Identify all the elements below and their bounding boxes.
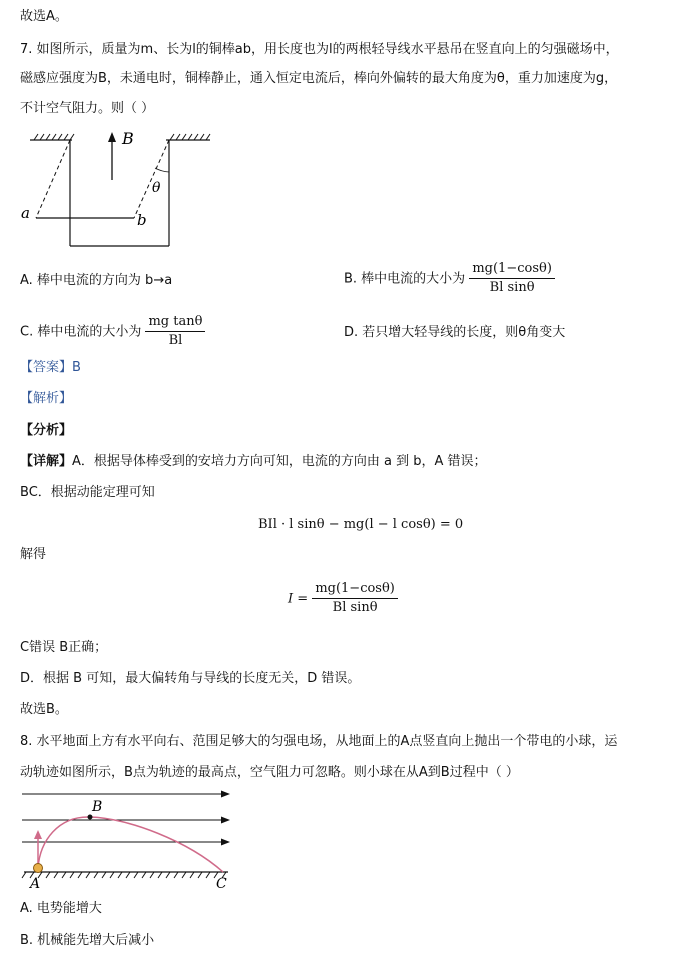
field-arrow-1	[221, 791, 230, 798]
q7-figure	[20, 128, 220, 250]
label-B: B	[92, 799, 103, 815]
label-b: b	[137, 211, 147, 229]
wire-left-deflected	[36, 140, 70, 218]
q7-option-c-fraction	[145, 315, 205, 349]
wire-right-deflected	[134, 140, 169, 218]
velocity-arrow-head	[34, 830, 42, 839]
ball	[34, 864, 43, 873]
field-arrow-3	[221, 839, 230, 846]
q7-conclusion: 故选B。	[20, 702, 68, 717]
fenxi-label: 【分析】	[20, 423, 73, 438]
analysis-label: 【解析】	[20, 391, 73, 406]
label-theta: θ	[152, 180, 161, 196]
d-text-line: D．根据 B 可知，最大偏转角与导线的长度无关，D 错误。	[20, 671, 361, 686]
q7-option-b	[344, 262, 555, 296]
q8-option-b: B. 机械能先增大后减小	[20, 933, 155, 948]
c-wrong-line: C错误 B正确；	[20, 640, 108, 655]
equation-2-lhs: I =	[288, 591, 309, 607]
detail-line	[20, 455, 487, 468]
q7-option-b-den: Bl sinθ	[489, 280, 535, 296]
q8-option-a: A. 电势能增大	[20, 901, 102, 916]
q7-stem-line2: 磁感应强度为B，未通电时，铜棒静止，通入恒定电流后，棒向外偏转的最大角度为θ，重力加速度为g，	[20, 71, 618, 86]
field-arrow-head	[108, 132, 116, 142]
q8-stem-line2: 动轨迹如图所示，B点为轨迹的最高点，空气阻力可忽略。则小球在从A到B过程中（ ）	[20, 765, 519, 780]
point-B	[88, 815, 93, 820]
detail-text: A．根据导体棒受到的安培力方向可知，电流的方向由 a 到 b，A 错误；	[72, 454, 487, 469]
q7-stem-line1: 7. 如图所示，质量为m、长为l的铜棒ab，用长度也为l的两根轻导线水平悬吊在竖直向上的匀强磁场中，	[20, 42, 619, 57]
fraction-bar	[312, 598, 398, 599]
fraction-bar	[145, 331, 205, 332]
label-B: B	[122, 129, 134, 148]
field-lines	[22, 794, 226, 842]
ceiling-right-hatch	[170, 134, 210, 140]
q7-option-b-fraction	[469, 262, 555, 296]
prev-conclusion: 故选A。	[20, 9, 68, 24]
q7-option-c	[20, 315, 205, 349]
theta-arc	[155, 168, 169, 172]
jiede-label: 解得	[20, 547, 47, 562]
q7-option-a: A. 棒中电流的方向为 b→a	[20, 273, 173, 288]
trajectory	[38, 817, 223, 872]
q7-option-c-den: Bl	[168, 333, 183, 349]
equation-2-fraction	[312, 582, 398, 616]
ceiling-left-hatch	[34, 134, 74, 140]
q7-stem-line3: 不计空气阻力。则（ ）	[20, 101, 155, 116]
label-a: a	[21, 204, 30, 222]
label-C: C	[216, 876, 227, 892]
label-A: A	[30, 876, 41, 892]
q7-option-d: D. 若只增大轻导线的长度，则θ角变大	[344, 325, 566, 340]
q7-option-c-prefix: C. 棒中电流的大小为	[20, 324, 142, 340]
fraction-bar	[469, 278, 555, 279]
equation-2-num: mg(1−cosθ)	[315, 581, 395, 596]
bc-text: BC．根据动能定理可知	[20, 485, 155, 500]
q7-option-b-num: mg(1−cosθ)	[472, 261, 552, 276]
detail-label: 【详解】	[20, 454, 73, 469]
equation-1: BIl · l sinθ − mg(l − l cosθ) = 0	[258, 517, 464, 532]
q8-stem-line1: 8. 水平地面上方有水平向右、范围足够大的匀强电场，从地面上的A点竖直向上抛出一个带电的小球，运	[20, 734, 618, 749]
field-arrow-2	[221, 817, 230, 824]
ground-hatch	[22, 872, 226, 878]
equation-2-den: Bl sinθ	[332, 600, 378, 616]
answer-label: 【答案】B	[20, 360, 81, 375]
q8-figure	[18, 786, 240, 892]
q7-option-c-num: mg tanθ	[148, 314, 203, 329]
equation-2	[288, 582, 398, 616]
q7-option-b-prefix: B. 棒中电流的大小为	[344, 271, 466, 287]
